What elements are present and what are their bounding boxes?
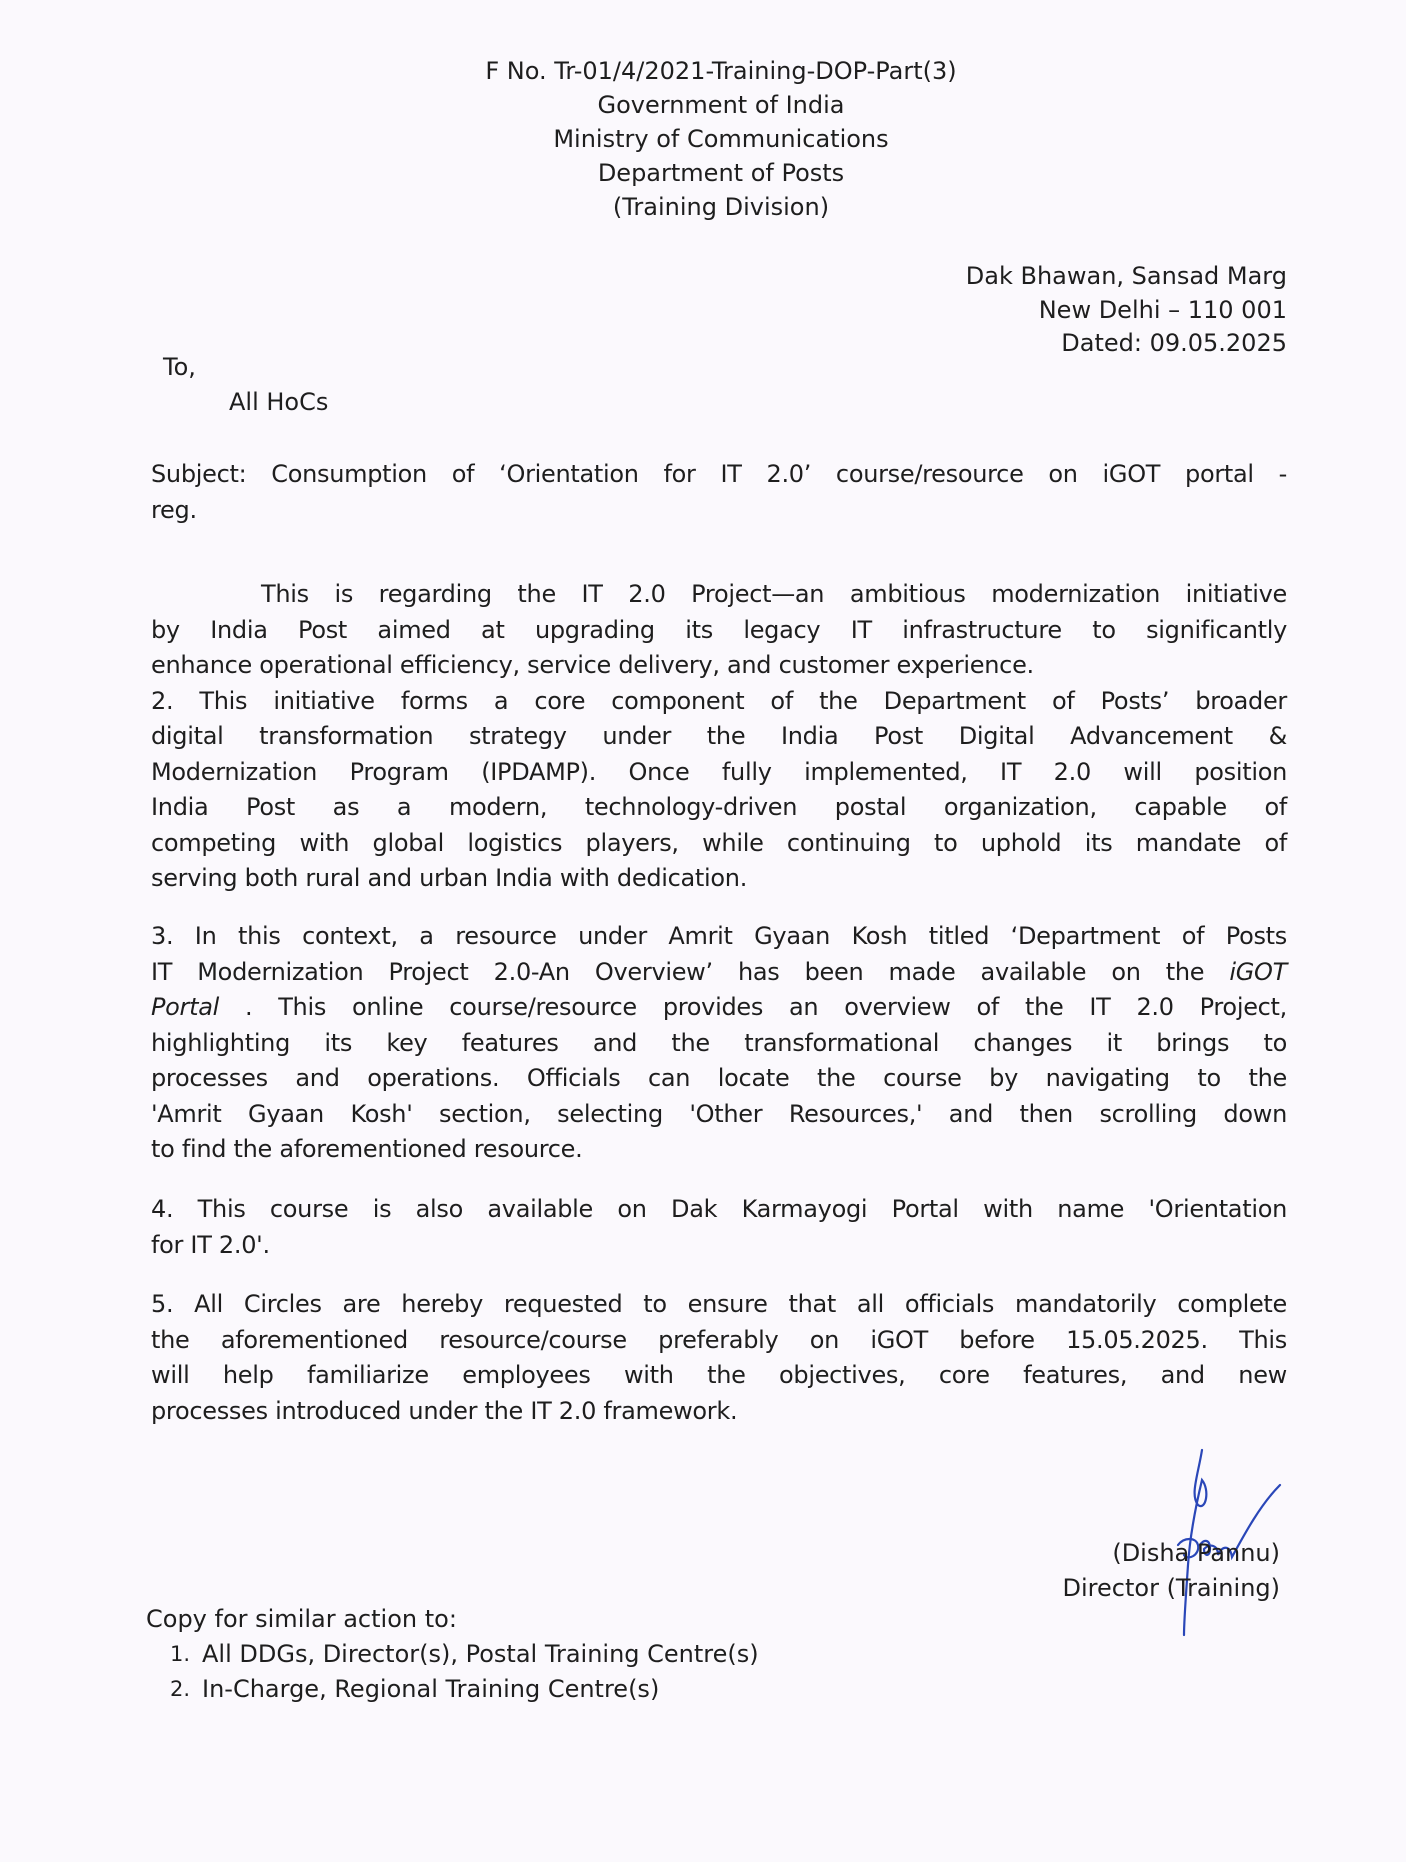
text-line: will help familiarize employees with the objectives, core features, and new: [151, 1361, 1287, 1389]
text-line: by India Post aimed at upgrading its legacy IT infrastructure to significantly: [151, 615, 1287, 644]
portal-italic: Portal: [151, 993, 220, 1021]
text-line: processes and operations. Officials can locate the course by navigating to the: [151, 1064, 1287, 1092]
paragraph-3: [151, 919, 1287, 1168]
file-number: F No. Tr-01/4/2021-Training-DOP-Part(3): [485, 57, 957, 85]
text-line: the aforementioned resource/course preferably on iGOT before 15.05.2025. This: [151, 1325, 1287, 1354]
address-line: Dak Bhawan, Sansad Marg: [965, 262, 1287, 290]
text-line: highlighting its key features and the transformational changes it brings to: [151, 1028, 1287, 1057]
recipient: All HoCs: [229, 388, 329, 416]
item-number: 1.: [169, 1642, 190, 1666]
header-line: (Training Division): [612, 193, 830, 221]
paragraph-4: [151, 1192, 1287, 1263]
letter-header: [0, 54, 1406, 224]
text-line: processes introduced under the IT 2.0 framework.: [151, 1396, 738, 1425]
letter-date: Dated: 09.05.2025: [1061, 329, 1287, 357]
subject: [151, 457, 1287, 528]
text-line: 5. All Circles are hereby requested to ensure that all officials mandatorily complete: [151, 1290, 1287, 1318]
text-line: India Post as a modern, technology-driven postal organization, capable of: [151, 793, 1287, 821]
copy-label: Copy for similar action to:: [146, 1605, 457, 1633]
item-text: In-Charge, Regional Training Centre(s): [202, 1675, 660, 1703]
header-line: Department of Posts: [597, 159, 845, 187]
copy-to-section: [146, 1602, 759, 1707]
signatory-name: (Disha Pannu): [1112, 1539, 1280, 1567]
signatory-designation: Director (Training): [1062, 1574, 1280, 1602]
header-line: Government of India: [597, 91, 845, 119]
header-line: Ministry of Communications: [553, 125, 889, 153]
copy-list-item: [146, 1672, 759, 1707]
text-line: serving both rural and urban India with dedication.: [151, 864, 748, 892]
text-line: for IT 2.0'.: [151, 1230, 270, 1259]
text-line: 2. This initiative forms a core component of the Department of Posts’ broader: [151, 686, 1287, 715]
signatory-block: [1063, 1536, 1280, 1606]
text-line: competing with global logistics players, while continuing to uphold its mandate of: [151, 828, 1287, 857]
text-line: [151, 990, 1287, 1026]
text-span: . This online course/resource provides an overview of the IT 2.0 Project,: [219, 993, 1287, 1021]
text-line: enhance operational efficiency, service delivery, and customer experience.: [151, 651, 1034, 679]
text-line: [151, 955, 1287, 991]
text-span: IT Modernization Project 2.0-An Overview’ has been made available on the: [151, 957, 1230, 986]
text-line: Modernization Program (IPDAMP). Once fully implemented, IT 2.0 will position: [151, 757, 1287, 786]
paragraph-5: [151, 1287, 1287, 1429]
address-line: New Delhi – 110 001: [1038, 295, 1287, 324]
text-line: 'Amrit Gyaan Kosh' section, selecting 'Other Resources,' and then scrolling down: [151, 1099, 1287, 1128]
sender-address: [966, 260, 1287, 361]
text-line: 4. This course is also available on Dak Karmayogi Portal with name 'Orientation: [151, 1195, 1287, 1223]
item-text: All DDGs, Director(s), Postal Training Centre(s): [202, 1640, 759, 1668]
igot-italic: iGOT: [1229, 957, 1287, 986]
to-label: To,: [163, 353, 196, 381]
paragraph-1-2: [151, 577, 1287, 897]
text-line: to find the aforementioned resource.: [151, 1135, 583, 1163]
item-number: 2.: [169, 1677, 190, 1701]
text-line: digital transformation strategy under the India Post Digital Advancement &: [151, 722, 1287, 750]
text-line: This is regarding the IT 2.0 Project—an ambitious modernization initiative: [261, 580, 1287, 608]
subject-line: reg.: [151, 495, 197, 524]
text-line: 3. In this context, a resource under Amrit Gyaan Kosh titled ‘Department of Posts: [151, 922, 1287, 950]
subject-line: Subject: Consumption of ‘Orientation for IT 2.0’ course/resource on iGOT portal -: [151, 460, 1287, 488]
copy-list-item: [146, 1637, 759, 1672]
